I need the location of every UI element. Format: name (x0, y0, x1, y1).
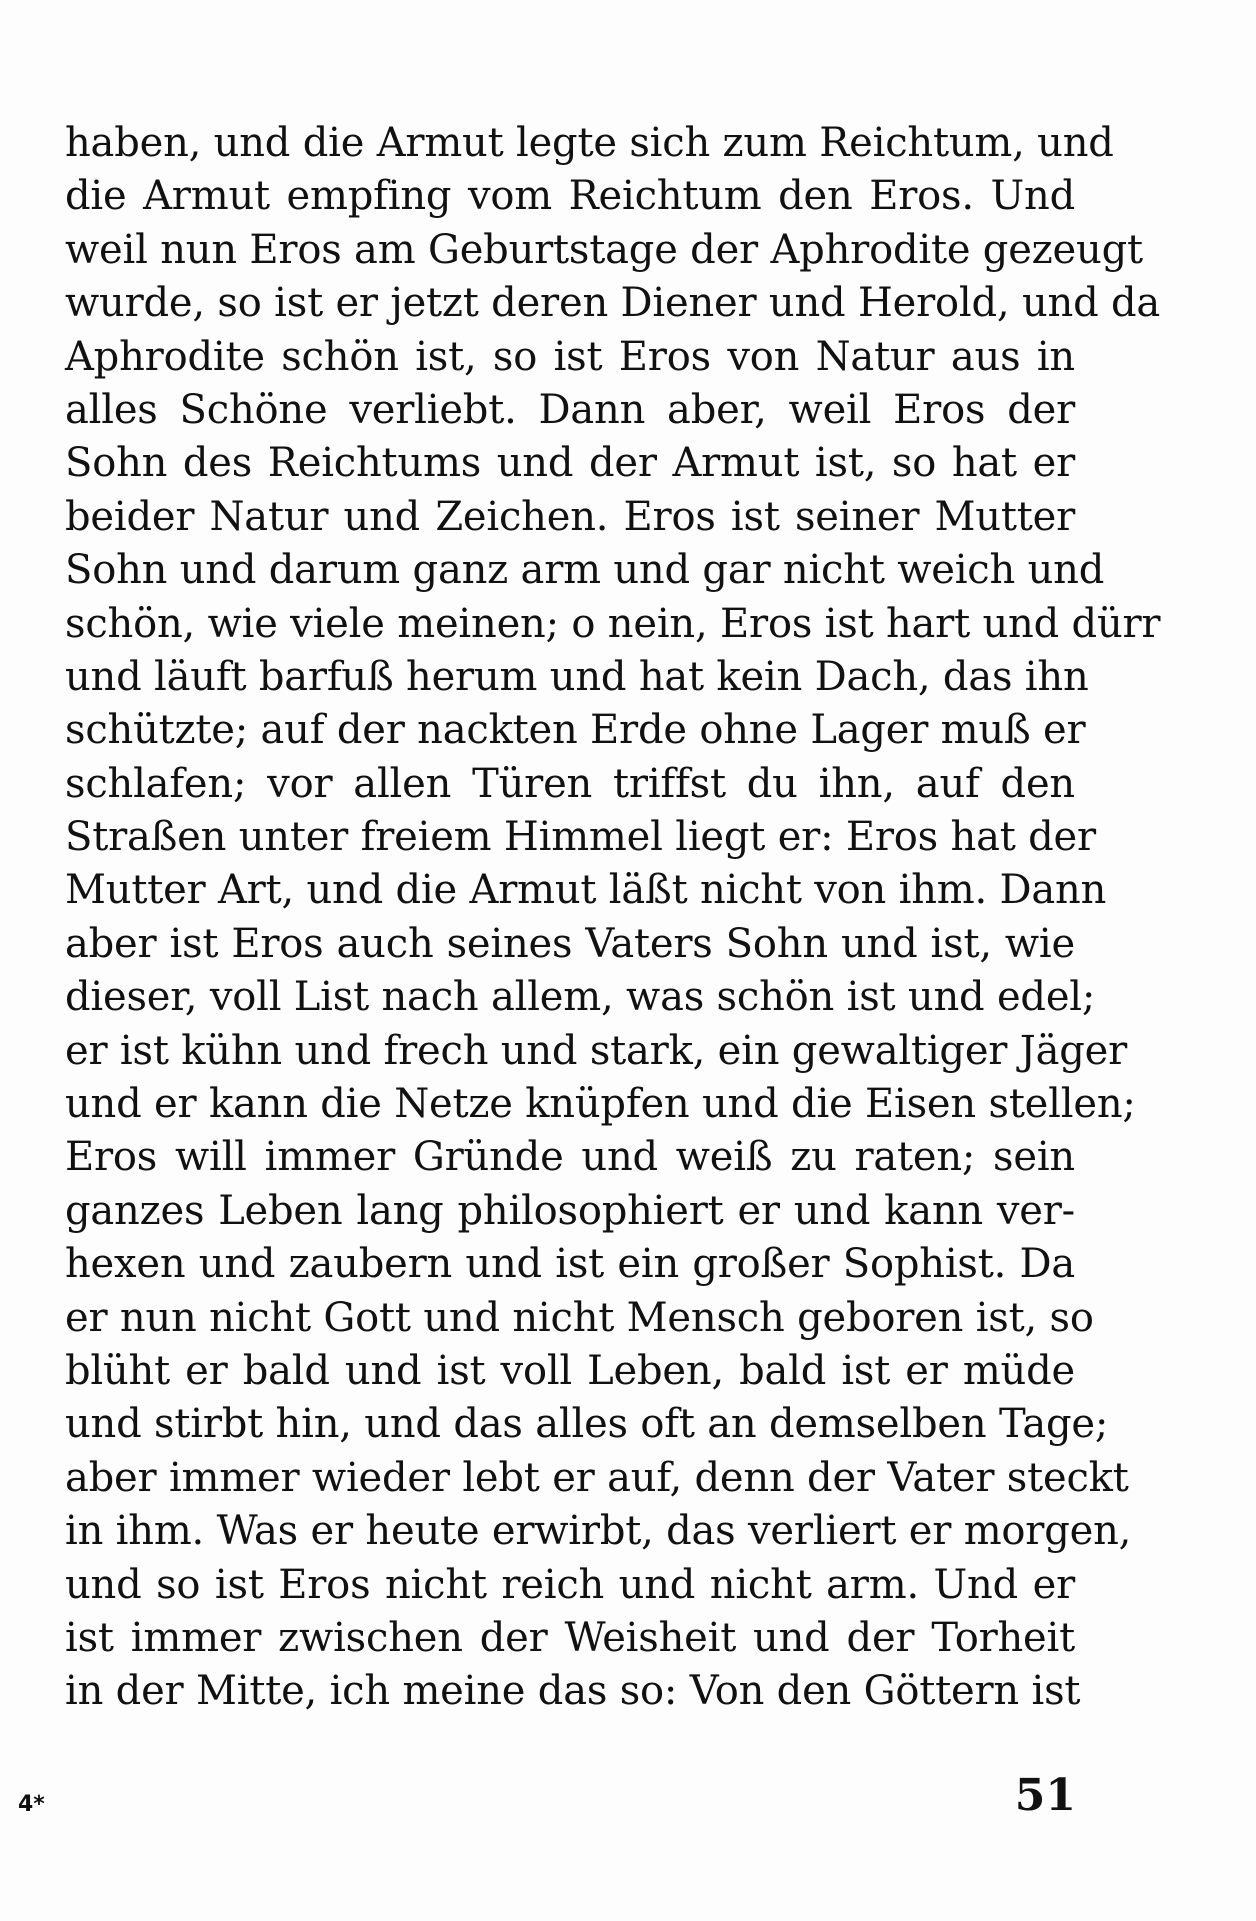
text-line: und läuft barfuß herum und hat kein Dach, das ihn (65, 653, 1089, 700)
text-line: schützte; auf der nackten Erde ohne Lager muß er (65, 707, 1086, 754)
text-line: in der Mitte, ich meine das so: Von den Göttern ist (65, 1668, 1081, 1715)
text-line: und stirbt hin, und das alles oft an demselben Tage; (65, 1401, 1109, 1448)
text-line: und so ist Eros nicht reich und nicht arm. Und er (65, 1561, 1075, 1608)
page-number: 51 (1014, 1770, 1076, 1821)
text-line: Sohn des Reichtums und der Armut ist, so hat er (65, 440, 1075, 487)
text-line: Mutter Art, und die Armut läßt nicht von ihm. Dann (65, 867, 1107, 914)
text-line: und er kann die Netze knüpfen und die Eisen stellen; (65, 1081, 1136, 1128)
text-line: beider Natur und Zeichen. Eros ist seiner Mutter (65, 493, 1075, 540)
text-line: Eros will immer Gründe und weiß zu raten; sein (65, 1134, 1075, 1181)
text-line: ist immer zwischen der Weisheit und der Torheit (65, 1614, 1075, 1661)
text-line: Sohn und darum ganz arm und gar nicht weich und (65, 547, 1105, 594)
text-line: in ihm. Was er heute erwirbt, das verliert er morgen, (65, 1508, 1132, 1555)
text-line: aber immer wieder lebt er auf, denn der Vater steckt (65, 1454, 1129, 1501)
text-line: schlafen; vor allen Türen triffst du ihn, auf den (65, 760, 1075, 807)
text-line: blüht er bald und ist voll Leben, bald ist er müde (65, 1347, 1075, 1394)
text-line: Aphrodite schön ist, so ist Eros von Natur aus in (65, 333, 1075, 380)
text-line: hexen und zaubern und ist ein großer Sophist. Da (65, 1241, 1075, 1288)
text-line: Straßen unter freiem Himmel liegt er: Eros hat der (65, 814, 1096, 861)
text-line: schön, wie viele meinen; o nein, Eros ist hart und dürr (65, 600, 1161, 647)
text-line: er nun nicht Gott und nicht Mensch geboren ist, so (65, 1294, 1094, 1341)
text-line: ganzes Leben lang philosophiert er und kann ver- (65, 1187, 1075, 1234)
text-line: haben, und die Armut legte sich zum Reichtum, und (65, 120, 1114, 166)
text-line: aber ist Eros auch seines Vaters Sohn und ist, wie (65, 920, 1075, 967)
text-line: er ist kühn und frech und stark, ein gewaltiger Jäger (65, 1027, 1128, 1074)
text-line: weil nun Eros am Geburtstage der Aphrodite gezeugt (65, 226, 1143, 273)
text-line: dieser, voll List nach allem, was schön ist und edel; (65, 974, 1096, 1021)
signature-mark: 4* (18, 1792, 45, 1817)
text-line: die Armut empfing vom Reichtum den Eros. Und (65, 173, 1075, 220)
body-text (65, 117, 1161, 1719)
text-line: alles Schöne verliebt. Dann aber, weil Eros der (65, 386, 1075, 433)
text-line: wurde, so ist er jetzt deren Diener und Herold, und da (65, 280, 1161, 327)
